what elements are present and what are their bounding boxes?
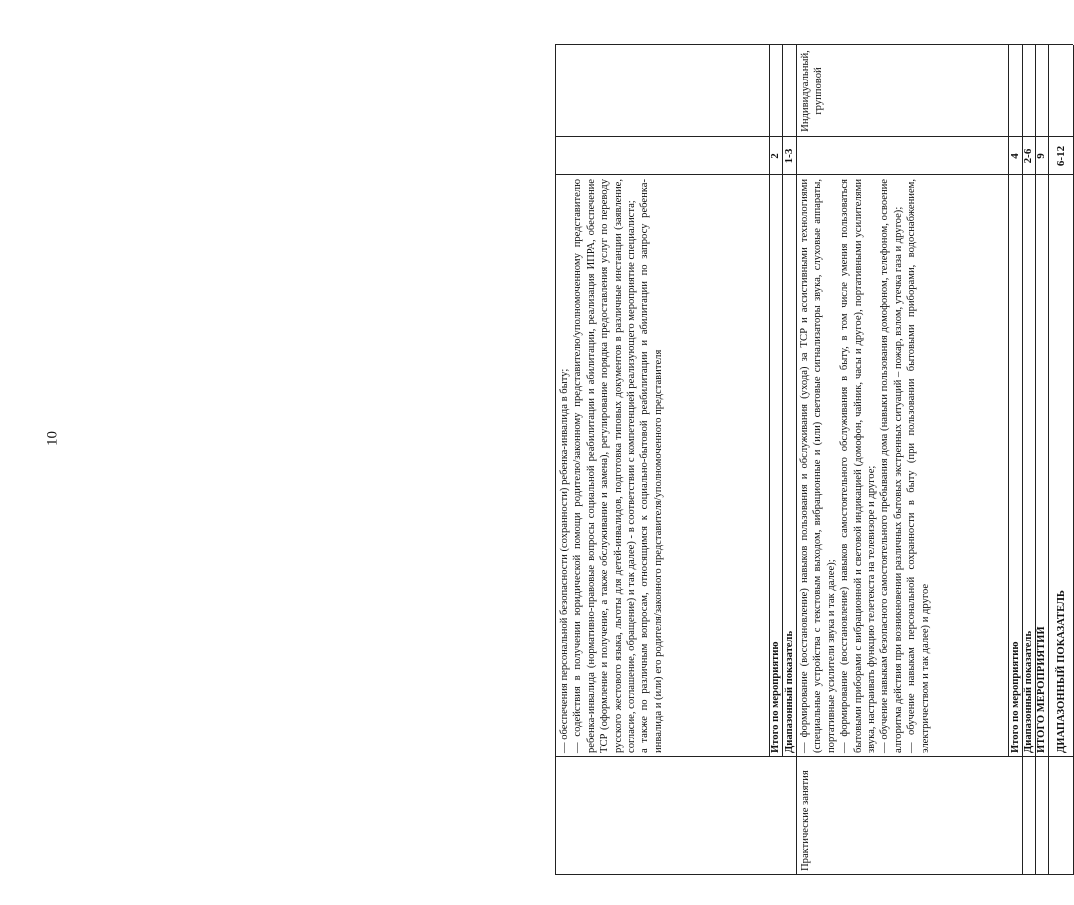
total-range-label: ДИАПАЗОННЫЙ ПОКАЗАТЕЛЬ	[1056, 590, 1067, 753]
total-value: 9	[1035, 153, 1047, 159]
range-value: 1-3	[783, 148, 795, 164]
table-border-right	[555, 44, 1073, 45]
table-row-divider	[1048, 45, 1049, 875]
content-paragraph: а также по различным вопросам, относящимся к социально-бытовой реабилитации и абилитации по запросу ребенка-инвалида и (или) его родителя/законного представителя/уполномоченного представителя	[639, 179, 664, 753]
table-column-divider	[555, 136, 1073, 137]
range-label: Диапазонный показатель	[784, 630, 795, 753]
table-column-divider	[555, 174, 1073, 175]
section-name: Практические занятия	[800, 770, 811, 871]
content-paragraph: — формирование (восстановление) навыков самостоятельного обслуживания в быту, в том числе умения пользоваться бытовыми приборами с вибрационной и световой индикацией (домофон, чайник, часы и другое), портативными усилителями звука, настраивать функцию телетекста на телевизоре и другое;	[839, 179, 878, 753]
content-paragraph: — содействия в получении юридической помощи родителю/законному представителю/уполномоченному представителю ребенка-инвалида (нормативно-правовые вопросы социальной реабилитации и абилитации, реализация ИПРА, обеспечение ТСР (оформление и получение, а также обслуживание и замена), регулирование порядка предоставления услуг по переводу русского жестового языка, льготы для детей-инвалидов, подготовка типовых документов в различные инстанции (заявление, согласие, соглашение, обращение) и так далее) - в соответствии с компетенцией реализующего мероприятие специалиста;	[572, 179, 638, 753]
range-value: 2-6	[1022, 148, 1034, 164]
itogo-label: Итого по мероприятию	[770, 641, 781, 753]
table-column-divider	[555, 756, 1073, 757]
practical-content-cell	[798, 179, 1008, 753]
total-range-value: 6-12	[1055, 145, 1067, 167]
table-row-divider	[555, 45, 556, 875]
format-cell: Индивидуальный, групповой	[800, 50, 825, 132]
itogo-label: Итого по мероприятию	[1010, 641, 1021, 753]
total-label: ИТОГО МЕРОПРИЯТИЙ	[1036, 626, 1047, 753]
content-paragraph: — обучение навыкам персональной сохранности в быту (при пользовании бытовыми приборами, водоснабжением, электричеством и так далее) и другое	[906, 179, 931, 753]
table-row-divider	[796, 45, 797, 875]
page-number: 10	[44, 431, 61, 446]
content-paragraph: — обучение навыкам безопасного самостоятельного пребывания дома (навыки пользования домофоном, телефоном, освоение алгоритма действия при возникновении различных бытовых экстренных ситуаций – пожар, взлом, утечка газа и другое);	[879, 179, 904, 753]
itogo-value: 4	[1009, 153, 1021, 159]
content-paragraph: — формирование (восстановление) навыков пользования и обслуживания (ухода) за ТСР и ассистивными технологиями (специальные устройства с текстовым выходом, вибрационные и (или) световые сигнализаторы звука, слуховые аппараты, портативные усилители звука и так далее);	[799, 179, 837, 753]
content-paragraph: — обеспечения персональной безопасности (сохранности) ребенка-инвалида в быту;	[559, 368, 570, 753]
table-border-left	[555, 874, 1073, 875]
range-label: Диапазонный показатель	[1023, 630, 1034, 753]
rotated-table	[555, 45, 1073, 875]
itogo-value: 2	[769, 153, 781, 159]
content-cell	[558, 179, 768, 753]
